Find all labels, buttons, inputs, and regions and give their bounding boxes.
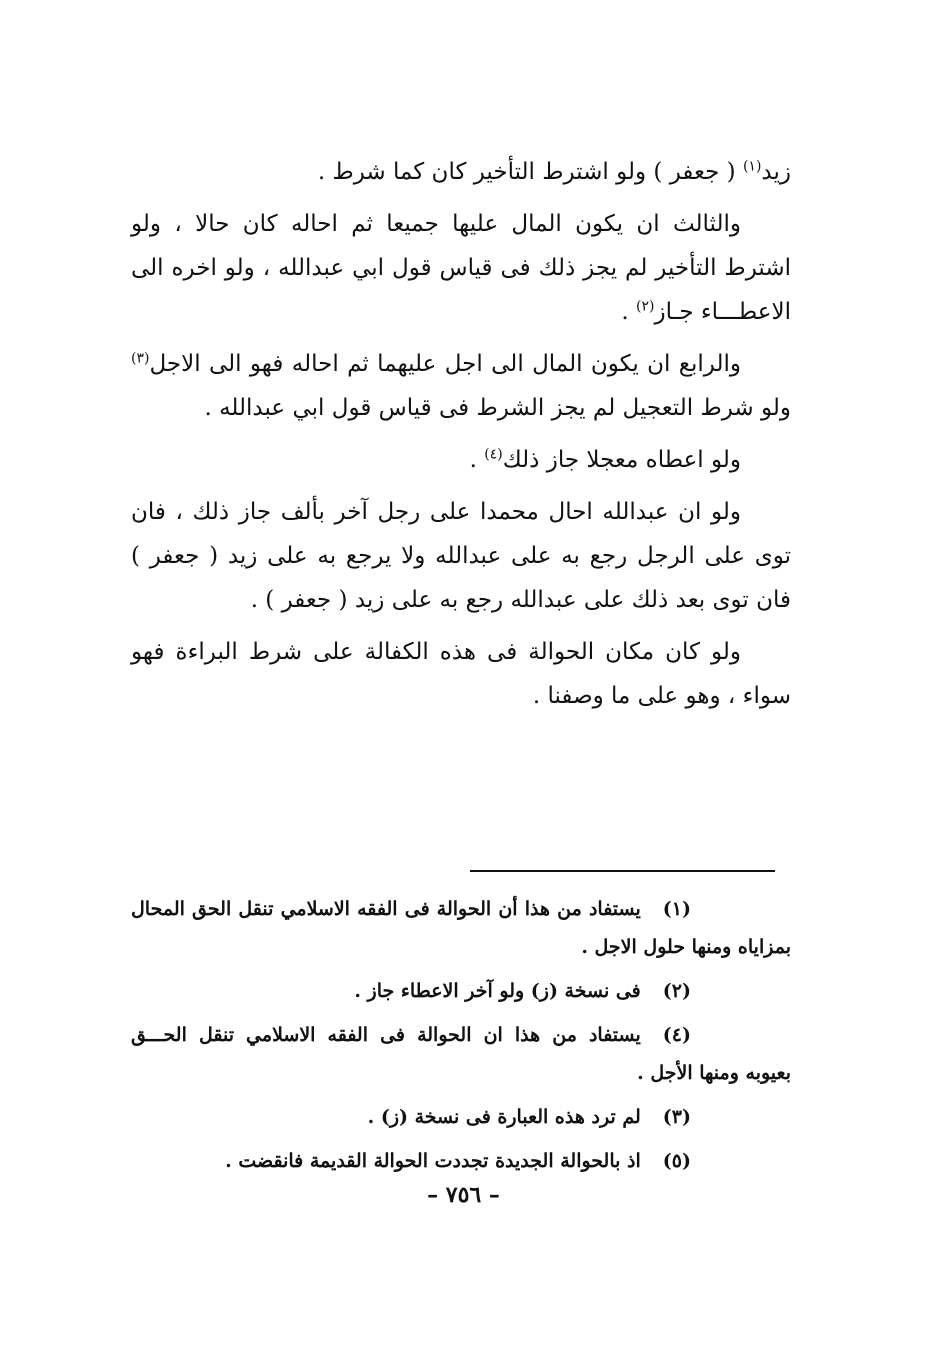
- paragraph-text: ولو شرط التعجيل لم يجز الشرط فى قياس قول ابي عبدالله .: [204, 395, 791, 421]
- footnote-marker: (٤): [484, 446, 503, 463]
- footnote-text: يستفاد من هذا ان الحوالة فى الفقه الاسلامي تنقل الحـــق بعيوبه ومنها الأجل .: [131, 1024, 791, 1084]
- paragraph-5: [131, 490, 791, 622]
- paragraph-text: ( جعفر ) ولو اشترط التأخير كان كما شرط .: [317, 159, 743, 185]
- footnote-marker: (٢): [636, 298, 655, 315]
- paragraph-text: ولو اعطاه معجلا جاز ذلك: [502, 447, 741, 473]
- paragraph-1: [131, 150, 791, 194]
- footnotes: [131, 890, 791, 1186]
- paragraph-text: ولو ان عبدالله احال محمدا على رجل آخر بألف جاز ذلك ، فان توى على الرجل رجع به على عبدالله ولا يرجع به على زيد ( جعفر ) فان توى بعد ذلك على عبدالله رجع به على زيد ( جعفر ) .: [131, 499, 791, 613]
- paragraph-text: والرابع ان يكون المال الى اجل عليهما ثم احاله فهو الى الاجل: [149, 351, 741, 377]
- paragraph-6: [131, 630, 791, 718]
- footnote-number: (٣): [662, 1106, 691, 1128]
- footnote-number: (٥): [662, 1150, 691, 1172]
- footnote-text: فى نسخة (ز) ولو آخر الاعطاء جاز .: [354, 980, 641, 1002]
- paragraph-text: زيد: [761, 159, 791, 185]
- paragraph-text: ولو كان مكان الحوالة فى هذه الكفالة على شرط البراءة فهو سواء ، وهو على ما وصفنا .: [131, 639, 791, 709]
- footnote-2: [131, 972, 791, 1010]
- footnote-number: (٢): [662, 980, 691, 1002]
- footnote-number: (١): [662, 898, 691, 920]
- main-text: [131, 150, 791, 726]
- footnote-text: يستفاد من هذا أن الحوالة فى الفقه الاسلامي تنقل الحق المحال بمزاياه ومنها حلول الاجل .: [131, 898, 791, 958]
- footnote-3: [131, 1098, 791, 1136]
- footnote-4: [131, 1016, 791, 1092]
- footnote-5: [131, 1142, 791, 1180]
- footnote-text: اذ بالحوالة الجديدة تجددت الحوالة القديمة فانقضت .: [225, 1150, 641, 1172]
- paragraph-text: والثالث ان يكون المال عليها جميعا ثم احاله كان حالا ، ولو اشترط التأخير لم يجز ذلك فى قياس قول ابي عبدالله ، ولو اخره الى الاعطـــاء جـاز: [131, 211, 791, 325]
- footnote-divider: [470, 870, 775, 872]
- footnote-1: [131, 890, 791, 966]
- paragraph-3: [131, 342, 791, 430]
- paragraph-text: .: [621, 299, 636, 325]
- footnote-marker: (٣): [131, 350, 150, 367]
- paragraph-2: [131, 202, 791, 334]
- footnote-text: لم ترد هذه العبارة فى نسخة (ز) .: [367, 1106, 641, 1128]
- paragraph-text: .: [469, 447, 485, 473]
- footnote-number: (٤): [662, 1024, 691, 1046]
- paragraph-4: [131, 438, 791, 482]
- footnote-marker: (١): [742, 158, 762, 175]
- page-number: – ٧٥٦ –: [427, 1182, 500, 1208]
